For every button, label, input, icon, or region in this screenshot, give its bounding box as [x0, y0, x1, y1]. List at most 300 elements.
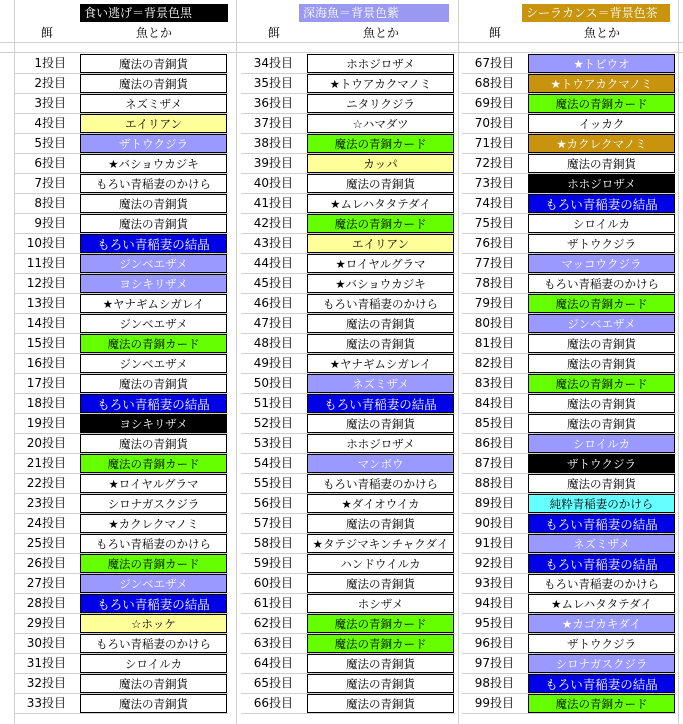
- table-row: [14, 174, 228, 194]
- cast-number-cell[interactable]: 56投目: [253, 496, 293, 510]
- cast-number-cell[interactable]: 98投目: [474, 676, 514, 690]
- cast-number-cell[interactable]: 62投目: [253, 616, 293, 630]
- catch-cell[interactable]: ザトウクジラ: [528, 454, 675, 473]
- cast-number-cell[interactable]: 39投目: [253, 156, 293, 170]
- table-row: [14, 594, 228, 614]
- table-row: [14, 294, 228, 314]
- catch-cell[interactable]: 魔法の青銅カード: [307, 214, 454, 233]
- cast-number-cell[interactable]: 64投目: [253, 656, 293, 670]
- cast-number-cell[interactable]: 49投目: [253, 356, 293, 370]
- cast-number-cell[interactable]: 84投目: [474, 396, 514, 410]
- table-row: [14, 574, 228, 594]
- grid-line: [236, 0, 237, 724]
- cast-number-cell[interactable]: 16投目: [26, 356, 66, 370]
- catch-cell[interactable]: 魔法の青銅貨: [528, 334, 675, 353]
- cast-number-cell[interactable]: 26投目: [26, 556, 66, 570]
- header-fish[interactable]: 魚とか: [135, 26, 172, 40]
- table-row: [241, 74, 455, 94]
- catch-cell[interactable]: 魔法の青銅貨: [528, 474, 675, 493]
- table-row: [241, 254, 455, 274]
- catch-cell[interactable]: 魔法の青銅貨: [307, 654, 454, 673]
- table-row: [241, 134, 455, 154]
- table-row: [462, 534, 676, 554]
- catch-cell[interactable]: ★トウアカクマノミ: [528, 74, 675, 93]
- cast-number-cell[interactable]: 79投目: [474, 296, 514, 310]
- catch-cell[interactable]: ★トウアカクマノミ: [307, 74, 454, 93]
- catch-cell[interactable]: ★タテジマキンチャクダイ: [307, 534, 454, 553]
- cast-number-cell[interactable]: 70投目: [474, 116, 514, 130]
- table-row: [241, 154, 455, 174]
- table-row: [14, 374, 228, 394]
- catch-cell[interactable]: エイリアン: [80, 114, 227, 133]
- table-row: [462, 674, 676, 694]
- cast-number-cell[interactable]: 65投目: [253, 676, 293, 690]
- table-row: [241, 634, 455, 654]
- cast-number-cell[interactable]: 5投目: [34, 136, 66, 150]
- catch-cell[interactable]: ★カゴカキダイ: [528, 614, 675, 633]
- table-row: [462, 94, 676, 114]
- catch-cell[interactable]: 魔法の青銅貨: [528, 354, 675, 373]
- catch-cell[interactable]: ★ロイヤルグラマ: [80, 474, 227, 493]
- grid-line: [678, 0, 679, 724]
- cast-number-cell[interactable]: 89投目: [474, 496, 514, 510]
- catch-cell[interactable]: ホホジロザメ: [528, 174, 675, 193]
- catch-cell[interactable]: もろい青稲妻のかけら: [528, 274, 675, 293]
- table-row: [14, 214, 228, 234]
- table-row: [241, 314, 455, 334]
- catch-cell[interactable]: ネズミザメ: [80, 94, 227, 113]
- cast-number-cell[interactable]: 42投目: [253, 216, 293, 230]
- cast-number-cell[interactable]: 53投目: [253, 436, 293, 450]
- catch-cell[interactable]: シロナガスクジラ: [528, 654, 675, 673]
- table-row: [462, 214, 676, 234]
- cast-number-cell[interactable]: 97投目: [474, 656, 514, 670]
- catch-cell[interactable]: 魔法の青銅貨: [80, 374, 227, 393]
- table-row: [462, 54, 676, 74]
- catch-cell[interactable]: 魔法の青銅カード: [80, 334, 227, 353]
- catch-cell[interactable]: もろい青稲妻の結晶: [528, 674, 675, 693]
- table-row: [14, 194, 228, 214]
- cast-number-cell[interactable]: 20投目: [26, 436, 66, 450]
- cast-number-cell[interactable]: 35投目: [253, 76, 293, 90]
- catch-cell[interactable]: 魔法の青銅貨: [307, 414, 454, 433]
- table-row: [462, 434, 676, 454]
- cast-number-cell[interactable]: 36投目: [253, 96, 293, 110]
- cast-number-cell[interactable]: 37投目: [253, 116, 293, 130]
- cast-number-cell[interactable]: 6投目: [34, 156, 66, 170]
- table-row: [241, 614, 455, 634]
- catch-cell[interactable]: もろい青稲妻の結晶: [80, 394, 227, 413]
- table-row: [462, 174, 676, 194]
- catch-cell[interactable]: ホホジロザメ: [307, 434, 454, 453]
- cast-number-cell[interactable]: 58投目: [253, 536, 293, 550]
- cast-number-cell[interactable]: 50投目: [253, 376, 293, 390]
- catch-cell[interactable]: ★トビウオ: [528, 54, 675, 73]
- cast-number-cell[interactable]: 23投目: [26, 496, 66, 510]
- cast-number-cell[interactable]: 88投目: [474, 476, 514, 490]
- cast-number-cell[interactable]: 48投目: [253, 336, 293, 350]
- rows: [462, 54, 676, 714]
- table-row: [462, 154, 676, 174]
- table-row: [14, 394, 228, 414]
- cast-number-cell[interactable]: 11投目: [26, 256, 66, 270]
- cast-number-cell[interactable]: 67投目: [474, 56, 514, 70]
- table-row: [241, 454, 455, 474]
- catch-cell[interactable]: ヨシキリザメ: [80, 414, 227, 433]
- table-row: [241, 694, 455, 714]
- table-row: [241, 514, 455, 534]
- legend-banner[interactable]: シーラカンス＝背景色茶: [522, 4, 670, 22]
- catch-cell[interactable]: もろい青稲妻の結晶: [528, 514, 675, 533]
- header-fish[interactable]: 魚とか: [583, 26, 620, 40]
- cast-number-cell[interactable]: 61投目: [253, 596, 293, 610]
- catch-cell[interactable]: 魔法の青銅カード: [80, 554, 227, 573]
- table-row: [462, 594, 676, 614]
- catch-cell[interactable]: ★バショウカジキ: [307, 274, 454, 293]
- cast-number-cell[interactable]: 13投目: [26, 296, 66, 310]
- table-row: [462, 554, 676, 574]
- table-row: [14, 474, 228, 494]
- catch-cell[interactable]: もろい青稲妻の結晶: [307, 394, 454, 413]
- cast-number-cell[interactable]: 90投目: [474, 516, 514, 530]
- legend-banner[interactable]: 深海魚＝背景色紫: [299, 4, 449, 22]
- cast-number-cell[interactable]: 66投目: [253, 696, 293, 710]
- catch-cell[interactable]: シロイルカ: [528, 434, 675, 453]
- table-row: [14, 454, 228, 474]
- table-row: [14, 334, 228, 354]
- cast-number-cell[interactable]: 60投目: [253, 576, 293, 590]
- table-row: [241, 394, 455, 414]
- catch-cell[interactable]: 魔法の青銅貨: [307, 514, 454, 533]
- table-row: [14, 694, 228, 714]
- cast-number-cell[interactable]: 28投目: [26, 596, 66, 610]
- table-row: [14, 314, 228, 334]
- cast-number-cell[interactable]: 73投目: [474, 176, 514, 190]
- table-row: [462, 394, 676, 414]
- catch-cell[interactable]: ★ムレハタタテダイ: [528, 594, 675, 613]
- catch-cell[interactable]: ヨシキリザメ: [80, 274, 227, 293]
- cast-number-cell[interactable]: 85投目: [474, 416, 514, 430]
- cast-number-cell[interactable]: 54投目: [253, 456, 293, 470]
- table-row: [241, 94, 455, 114]
- table-row: [462, 374, 676, 394]
- table-row: [241, 594, 455, 614]
- table-row: [241, 534, 455, 554]
- catch-cell[interactable]: ★ダイオウイカ: [307, 494, 454, 513]
- cast-number-cell[interactable]: 31投目: [26, 656, 66, 670]
- rows: [14, 54, 228, 714]
- table-row: [14, 634, 228, 654]
- catch-cell[interactable]: 魔法の青銅カード: [307, 134, 454, 153]
- catch-cell[interactable]: 魔法の青銅カード: [528, 94, 675, 113]
- cast-number-cell[interactable]: 3投目: [34, 96, 66, 110]
- cast-number-cell[interactable]: 27投目: [26, 576, 66, 590]
- catch-cell[interactable]: 魔法の青銅カード: [528, 694, 675, 713]
- catch-cell[interactable]: ネズミザメ: [307, 374, 454, 393]
- catch-cell[interactable]: ★ムレハタタテダイ: [307, 194, 454, 213]
- table-row: [241, 294, 455, 314]
- table-row: [241, 174, 455, 194]
- table-row: [241, 554, 455, 574]
- cast-number-cell[interactable]: 21投目: [26, 456, 66, 470]
- cast-number-cell[interactable]: 63投目: [253, 636, 293, 650]
- table-row: [14, 494, 228, 514]
- table-row: [462, 294, 676, 314]
- table-row: [462, 194, 676, 214]
- table-row: [14, 554, 228, 574]
- cast-number-cell[interactable]: 92投目: [474, 556, 514, 570]
- cast-number-cell[interactable]: 19投目: [26, 416, 66, 430]
- table-row: [14, 114, 228, 134]
- catch-cell[interactable]: ハンドウイルカ: [307, 554, 454, 573]
- table-row: [241, 54, 455, 74]
- catch-cell[interactable]: ジンベエザメ: [528, 314, 675, 333]
- catch-cell[interactable]: ホシザメ: [307, 594, 454, 613]
- catch-cell[interactable]: ホホジロザメ: [307, 54, 454, 73]
- cast-number-cell[interactable]: 25投目: [26, 536, 66, 550]
- catch-cell[interactable]: シロナガスクジラ: [80, 494, 227, 513]
- legend-banner[interactable]: 食い逃げ＝背景色黒: [80, 4, 228, 22]
- catch-cell[interactable]: ザトウクジラ: [528, 234, 675, 253]
- catch-cell[interactable]: 純粋青稲妻のかけら: [528, 494, 675, 513]
- cast-number-cell[interactable]: 8投目: [34, 196, 66, 210]
- table-row: [241, 234, 455, 254]
- table-row: [241, 494, 455, 514]
- table-row: [462, 694, 676, 714]
- cast-number-cell[interactable]: 57投目: [253, 516, 293, 530]
- catch-cell[interactable]: 魔法の青銅貨: [80, 434, 227, 453]
- cast-number-cell[interactable]: 14投目: [26, 316, 66, 330]
- table-row: [241, 574, 455, 594]
- cast-number-cell[interactable]: 45投目: [253, 276, 293, 290]
- cast-number-cell[interactable]: 72投目: [474, 156, 514, 170]
- catch-cell[interactable]: 魔法の青銅貨: [307, 174, 454, 193]
- table-row: [241, 214, 455, 234]
- catch-cell[interactable]: シロイルカ: [80, 654, 227, 673]
- cast-number-cell[interactable]: 1投目: [34, 56, 66, 70]
- table-row: [14, 514, 228, 534]
- catch-cell[interactable]: もろい青稲妻のかけら: [80, 174, 227, 193]
- cast-number-cell[interactable]: 10投目: [26, 236, 66, 250]
- cast-number-cell[interactable]: 17投目: [26, 376, 66, 390]
- catch-cell[interactable]: 魔法の青銅貨: [528, 394, 675, 413]
- catch-cell[interactable]: ★カクレクマノミ: [80, 514, 227, 533]
- table-row: [241, 474, 455, 494]
- table-row: [462, 134, 676, 154]
- table-row: [14, 234, 228, 254]
- catch-cell[interactable]: 魔法の青銅貨: [307, 574, 454, 593]
- table-row: [241, 674, 455, 694]
- catch-cell[interactable]: ☆ハマダツ: [307, 114, 454, 133]
- cast-number-cell[interactable]: 47投目: [253, 316, 293, 330]
- table-row: [462, 274, 676, 294]
- catch-cell[interactable]: ★カクレクマノミ: [528, 134, 675, 153]
- header-bait[interactable]: 餌: [40, 26, 53, 40]
- cast-number-cell[interactable]: 69投目: [474, 96, 514, 110]
- table-row: [14, 74, 228, 94]
- cast-number-cell[interactable]: 9投目: [34, 216, 66, 230]
- rows: [241, 54, 455, 714]
- cast-number-cell[interactable]: 83投目: [474, 376, 514, 390]
- catch-cell[interactable]: ★ロイヤルグラマ: [307, 254, 454, 273]
- catch-cell[interactable]: もろい青稲妻の結晶: [80, 594, 227, 613]
- catch-cell[interactable]: 魔法の青銅貨: [80, 674, 227, 693]
- catch-cell[interactable]: 魔法の青銅カード: [307, 614, 454, 633]
- table-row: [462, 474, 676, 494]
- catch-cell[interactable]: もろい青稲妻のかけら: [307, 294, 454, 313]
- cast-number-cell[interactable]: 52投目: [253, 416, 293, 430]
- cast-number-cell[interactable]: 75投目: [474, 216, 514, 230]
- cast-number-cell[interactable]: 44投目: [253, 256, 293, 270]
- table-row: [462, 514, 676, 534]
- catch-cell[interactable]: ★ヤナギムシガレイ: [80, 294, 227, 313]
- catch-cell[interactable]: 魔法の青銅カード: [307, 634, 454, 653]
- catch-cell[interactable]: 魔法の青銅貨: [80, 694, 227, 713]
- cast-number-cell[interactable]: 7投目: [34, 176, 66, 190]
- cast-number-cell[interactable]: 74投目: [474, 196, 514, 210]
- catch-cell[interactable]: イッカク: [528, 114, 675, 133]
- cast-number-cell[interactable]: 68投目: [474, 76, 514, 90]
- catch-cell[interactable]: ザトウクジラ: [80, 134, 227, 153]
- table-row: [14, 94, 228, 114]
- catch-cell[interactable]: 魔法の青銅貨: [528, 154, 675, 173]
- catch-cell[interactable]: 魔法の青銅貨: [80, 194, 227, 213]
- table-row: [14, 54, 228, 74]
- table-block: [241, 0, 454, 724]
- catch-cell[interactable]: 魔法の青銅貨: [307, 334, 454, 353]
- catch-cell[interactable]: もろい青稲妻の結晶: [528, 554, 675, 573]
- catch-cell[interactable]: もろい青稲妻のかけら: [307, 474, 454, 493]
- table-row: [14, 274, 228, 294]
- catch-cell[interactable]: 魔法の青銅貨: [528, 414, 675, 433]
- catch-cell[interactable]: 魔法の青銅貨: [80, 214, 227, 233]
- table-row: [14, 674, 228, 694]
- cast-number-cell[interactable]: 81投目: [474, 336, 514, 350]
- cast-number-cell[interactable]: 38投目: [253, 136, 293, 150]
- header-bait[interactable]: 餌: [488, 26, 501, 40]
- cast-number-cell[interactable]: 91投目: [474, 536, 514, 550]
- catch-cell[interactable]: マンボウ: [307, 454, 454, 473]
- cast-number-cell[interactable]: 78投目: [474, 276, 514, 290]
- table-row: [241, 374, 455, 394]
- catch-cell[interactable]: 魔法の青銅カード: [528, 294, 675, 313]
- table-row: [462, 414, 676, 434]
- cast-number-cell[interactable]: 24投目: [26, 516, 66, 530]
- catch-cell[interactable]: もろい青稲妻の結晶: [80, 234, 227, 253]
- cast-number-cell[interactable]: 22投目: [26, 476, 66, 490]
- catch-cell[interactable]: 魔法の青銅貨: [80, 74, 227, 93]
- table-row: [462, 454, 676, 474]
- cast-number-cell[interactable]: 99投目: [474, 696, 514, 710]
- table-row: [14, 354, 228, 374]
- catch-cell[interactable]: ジンベエザメ: [80, 574, 227, 593]
- table-row: [462, 234, 676, 254]
- catch-cell[interactable]: 魔法の青銅カード: [528, 374, 675, 393]
- cast-number-cell[interactable]: 86投目: [474, 436, 514, 450]
- catch-cell[interactable]: もろい青稲妻の結晶: [528, 194, 675, 213]
- cast-number-cell[interactable]: 80投目: [474, 316, 514, 330]
- catch-cell[interactable]: ☆ホッケ: [80, 614, 227, 633]
- catch-cell[interactable]: エイリアン: [307, 234, 454, 253]
- cast-number-cell[interactable]: 32投目: [26, 676, 66, 690]
- catch-cell[interactable]: ニタリクジラ: [307, 94, 454, 113]
- catch-cell[interactable]: ★ヤナギムシガレイ: [307, 354, 454, 373]
- catch-cell[interactable]: ジンベエザメ: [80, 314, 227, 333]
- catch-cell[interactable]: マッコウクジラ: [528, 254, 675, 273]
- header-bait[interactable]: 餌: [267, 26, 280, 40]
- table-row: [14, 134, 228, 154]
- cast-number-cell[interactable]: 43投目: [253, 236, 293, 250]
- catch-cell[interactable]: カッパ: [307, 154, 454, 173]
- table-row: [462, 354, 676, 374]
- catch-cell[interactable]: ジンベエザメ: [80, 354, 227, 373]
- catch-cell[interactable]: 魔法の青銅貨: [80, 54, 227, 73]
- catch-cell[interactable]: もろい青稲妻のかけら: [80, 634, 227, 653]
- cast-number-cell[interactable]: 15投目: [26, 336, 66, 350]
- cast-number-cell[interactable]: 18投目: [26, 396, 66, 410]
- table-row: [241, 354, 455, 374]
- cast-number-cell[interactable]: 71投目: [474, 136, 514, 150]
- cast-number-cell[interactable]: 93投目: [474, 576, 514, 590]
- table-row: [241, 334, 455, 354]
- catch-cell[interactable]: ★バショウカジキ: [80, 154, 227, 173]
- header-fish[interactable]: 魚とか: [362, 26, 399, 40]
- table-row: [14, 534, 228, 554]
- cast-number-cell[interactable]: 41投目: [253, 196, 293, 210]
- catch-cell[interactable]: 魔法の青銅貨: [307, 694, 454, 713]
- cast-number-cell[interactable]: 2投目: [34, 76, 66, 90]
- catch-cell[interactable]: ネズミザメ: [528, 534, 675, 553]
- cast-number-cell[interactable]: 33投目: [26, 696, 66, 710]
- cast-number-cell[interactable]: 76投目: [474, 236, 514, 250]
- catch-cell[interactable]: ザトウクジラ: [528, 634, 675, 653]
- cast-number-cell[interactable]: 96投目: [474, 636, 514, 650]
- cast-number-cell[interactable]: 34投目: [253, 56, 293, 70]
- cast-number-cell[interactable]: 46投目: [253, 296, 293, 310]
- table-row: [14, 414, 228, 434]
- cast-number-cell[interactable]: 77投目: [474, 256, 514, 270]
- catch-cell[interactable]: もろい青稲妻のかけら: [80, 534, 227, 553]
- cast-number-cell[interactable]: 82投目: [474, 356, 514, 370]
- cast-number-cell[interactable]: 30投目: [26, 636, 66, 650]
- catch-cell[interactable]: 魔法の青銅カード: [80, 454, 227, 473]
- table-row: [462, 634, 676, 654]
- table-row: [462, 114, 676, 134]
- cast-number-cell[interactable]: 51投目: [253, 396, 293, 410]
- table-row: [462, 334, 676, 354]
- cast-number-cell[interactable]: 4投目: [34, 116, 66, 130]
- cast-number-cell[interactable]: 12投目: [26, 276, 66, 290]
- cast-number-cell[interactable]: 29投目: [26, 616, 66, 630]
- catch-cell[interactable]: シロイルカ: [528, 214, 675, 233]
- cast-number-cell[interactable]: 55投目: [253, 476, 293, 490]
- cast-number-cell[interactable]: 94投目: [474, 596, 514, 610]
- cast-number-cell[interactable]: 40投目: [253, 176, 293, 190]
- cast-number-cell[interactable]: 59投目: [253, 556, 293, 570]
- table-row: [462, 614, 676, 634]
- catch-cell[interactable]: もろい青稲妻のかけら: [528, 574, 675, 593]
- catch-cell[interactable]: ジンベエザメ: [80, 254, 227, 273]
- cast-number-cell[interactable]: 95投目: [474, 616, 514, 630]
- grid-line: [458, 0, 459, 724]
- table-block: [14, 0, 228, 724]
- catch-cell[interactable]: 魔法の青銅貨: [307, 314, 454, 333]
- table-row: [14, 654, 228, 674]
- catch-cell[interactable]: 魔法の青銅貨: [307, 674, 454, 693]
- cast-number-cell[interactable]: 87投目: [474, 456, 514, 470]
- table-row: [241, 434, 455, 454]
- table-block: [462, 0, 675, 724]
